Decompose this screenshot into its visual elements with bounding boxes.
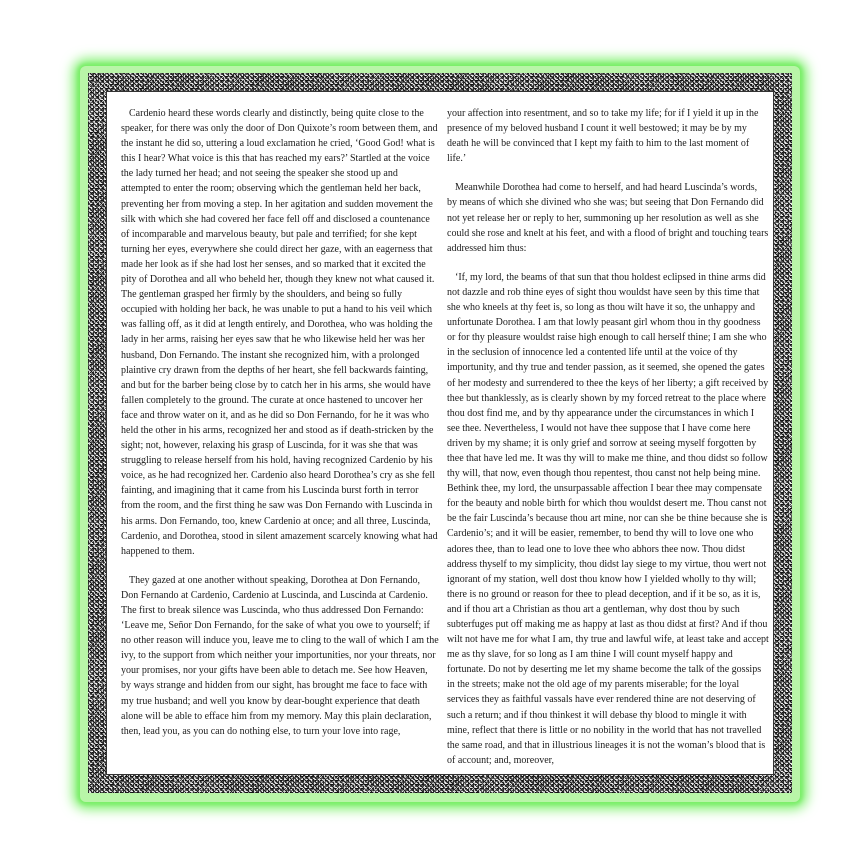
paragraph-they-gazed: They gazed at one another without speaking, Dorothea at Don Fernando, Don Fernando at Cardenio, Cardenio at Luscinda, and Luscinda at Cardenio. The first to break silence was Luscinda, who thus addressed Don Fernando: ‘Leave me, Señor Don Fernando, for the sake of what you owe to yourself; if no other reason will induce you, leave me to cling to the wall of which I am the ivy, to the support from which neither your importunities, nor your threats, nor your promises, nor your gifts have been able to detach me. See how Heaven, by ways strange and hidden from our sight, has brought me face to face with my true husband; and well you know by dear-bought experience that death alone will be able to efface him from my memory. May this plain declaration, then, lead you, as you can do nothing else, to turn your love into rage, (121, 574, 439, 737)
right-text-column (447, 106, 769, 782)
paragraph-continuation: your affection into resentment, and so to take my life; for if I yield it up in the presence of my beloved husband I count it well bestowed; it may be by my death he will be convinced that I kept my faith to him to the last moment of life.’ (447, 108, 759, 165)
paragraph-cardenio-heard: Cardenio heard these words clearly and distinctly, being quite close to the speaker, for there was only the door of Don Quixote’s room between them, and the instant he did so, uttering a loud exclamation he cried, ‘Good God! what is this I hear? What voice is this that has reached my ears?’ Startled at the voice the lady turned her head; and not seeing the speaker she stood up and attempted to enter the room; observing which the gentleman held her back, preventing her from moving a step. In her agitation and sudden movement the silk with which she had covered her face fell off and disclosed a countenance of incomparable and marvelous beauty, but pale and terrified; for she kept turning her eyes, everywhere she could direct her gaze, with an eagerness that made her look as if she had lost her senses, and so marked that it excited the pity of Dorothea and all who beheld her, though they knew not what caused it. The gentleman grasped her firmly by the shoulders, and being so fully occupied with holding her back, he was unable to put a hand to his veil which was falling off, as it did at length entirely, and Dorothea, who was holding the lady in her arms, raising her eyes saw that he who likewise held her was her husband, Don Fernando. The instant she recognized him, with a prolonged plaintive cry drawn from the depths of her heart, she fell backwards fainting, and but for the barber being close by to catch her in his arms, she would have fallen completely to the ground. The curate at once hastened to uncover her face and throw water on it, and as he did so Don Fernando, for he it was who held the other in his arms, recognized her and stood as if death-stricken by the sight; not, however, relaxing his grasp of Luscinda, for it was she that was struggling to release herself from his hold, having recognized Cardenio by his voice, as he had recognized her. Cardenio also heard Dorothea’s cry as she fell fainting, and imagining that it came from his Luscinda burst forth in terror from the room, and the first thing he saw was Don Fernando with Luscinda in his arms. Don Fernando, too, knew Cardenio at once; and all three, Luscinda, Cardenio, and Dorothea, stood in silent amazement scarcely knowing what had happened to them. (121, 108, 438, 557)
paragraph-dorothea-speech: ‘If, my lord, the beams of that sun that thou holdest eclipsed in thine arms did not dazzle and rob thine eyes of sight thou wouldst have seen by this time that she who kneels at thy feet is, so long as thou wilt have it so, the unhappy and unfortunate Dorothea. I am that lowly peasant girl whom thou in thy goodness or for thy pleasure wouldst raise high enough to call herself thine; I am she who in the seclusion of innocence led a contented life until at the voice of thy importunity, and thy true and tender passion, as it seemed, she opened the gates of her modesty and surrendered to thee the keys of her liberty; a gift received by thee but thanklessly, as is clearly shown by my forced retreat to the place where thou dost find me, and by thy appearance under the circumstances in which I see thee. Nevertheless, I would not have thee suppose that I have come here driven by my shame; it is only grief and sorrow at seeing myself forgotten by thee that have led me. It was thy will to make me thine, and thou didst so follow thy will, that now, even though thou repentest, thou canst not help being mine. Bethink thee, my lord, the unsurpassable affection I bear thee may compensate for the beauty and noble birth for which thou wouldst desert me. Thou canst not be the fair Luscinda’s because thou art mine, nor can she be thine because she is Cardenio’s; and it will be easier, remember, to bend thy will to love one who adores thee, than to lead one to love thee who abhors thee now. Thou didst address thyself to my simplicity, thou didst lay siege to my virtue, thou wert not ignorant of my station, well dost thou know how I yielded wholly to thy will; there is no ground or reason for thee to plead deception, and if it be so, as it is, and if thou art a Christian as thou art a gentleman, why dost thou by such subterfuges put off making me as happy at last as thou didst at first? And if thou wilt not have me for what I am, thy true and lawful wife, at least take and accept me as thy slave, for so long as I am thine I will count myself happy and fortunate. Do not by deserting me let my shame become the talk of the gossips in the streets; make not the old age of my parents miserable; for the loyal services they as faithful vassals have ever rendered thine are not deserving of such a return; and if thou thinkest it will debase thy blood to mingle it with mine, reflect that there is little or no nobility in the world that has not travelled the same road, and that in illustrious lineages it is not the woman’s blood that is of account; and, moreover, (447, 271, 769, 766)
left-text-column (121, 106, 439, 753)
decorative-border (88, 73, 792, 793)
paragraph-meanwhile-dorothea: Meanwhile Dorothea had come to herself, and had heard Luscinda’s words, by means of which she divined who she was; but seeing that Don Fernando did not yet release her or reply to her, summoning up her resolution as well as she could she rose and knelt at his feet, and with a flood of bright and touching tears addressed him thus: (447, 182, 769, 254)
page-content (106, 91, 774, 775)
